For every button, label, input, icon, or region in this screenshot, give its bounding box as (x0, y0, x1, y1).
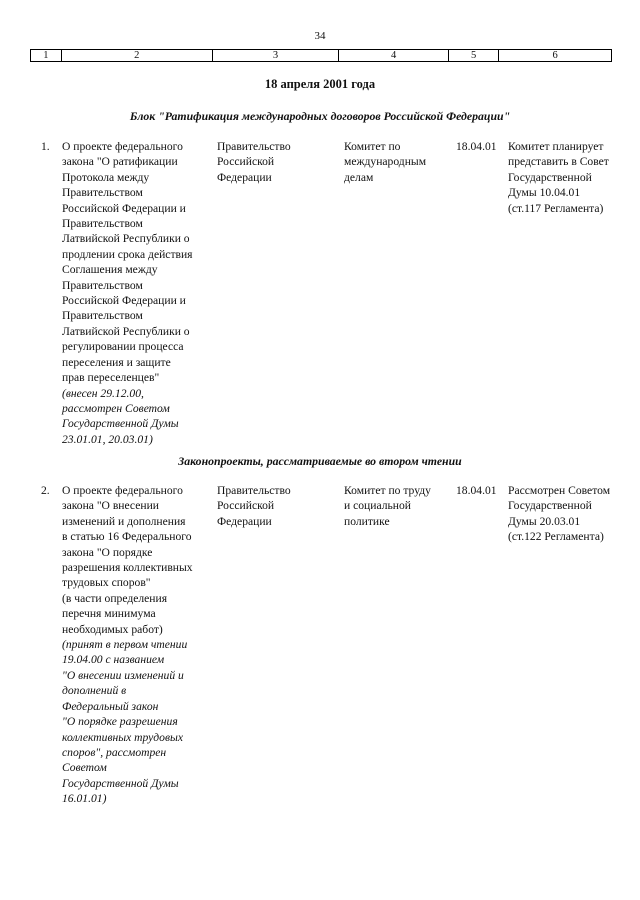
header-col-1: 1 (31, 50, 62, 62)
text-line: закона "О внесении (62, 499, 159, 513)
text-line: "О порядке разрешения (62, 715, 178, 729)
text-line: О проекте федерального (62, 140, 183, 153)
text-line: Правительство (217, 140, 291, 153)
text-line: в статью 16 Федерального (62, 530, 192, 544)
text-line: Думы 20.03.01 (508, 514, 581, 528)
text-line: Комитет по труду (344, 484, 431, 497)
text-line: Правительством (62, 278, 143, 292)
item-title-text (62, 483, 212, 637)
text-line: необходимых работ) (62, 622, 163, 636)
text-line: переселения и защите (62, 355, 171, 369)
text-line: (в части определения (62, 591, 168, 605)
item-note (508, 483, 628, 545)
text-line: коллективных трудовых (62, 730, 183, 744)
text-line: (ст.122 Регламента) (508, 530, 604, 544)
text-line: разрешения коллективных (62, 561, 193, 575)
text-line: Комитет по (344, 140, 401, 153)
text-line: Федерации (217, 514, 272, 528)
text-line: Российской Федерации и (62, 201, 186, 215)
text-line: 23.01.01, 20.03.01) (62, 432, 153, 446)
text-line: Российской (217, 499, 275, 513)
text-line: трудовых споров" (62, 576, 151, 590)
text-line: закона "О ратификации (62, 155, 178, 169)
text-line: Думы 10.04.01 (508, 186, 581, 200)
text-line: Советом (62, 761, 107, 775)
text-line: (принят в первом чтении (62, 638, 188, 652)
item-date: 18.04.01 (456, 140, 497, 153)
item-author (217, 483, 337, 529)
item-date: 18.04.01 (456, 484, 497, 497)
text-line: Латвийской Республики о (62, 232, 190, 246)
header-col-4: 4 (339, 50, 449, 62)
text-line: Российской (217, 155, 275, 169)
item-committee (344, 483, 452, 529)
header-col-6: 6 (499, 50, 612, 62)
text-line: Комитет планирует (508, 140, 604, 153)
page-number: 34 (314, 30, 326, 42)
text-line: и социальной (344, 499, 411, 513)
text-line: (внесен 29.12.00, (62, 386, 144, 400)
header-col-3: 3 (212, 50, 338, 62)
text-line: Правительством (62, 217, 143, 231)
text-line: 16.01.01) (62, 792, 107, 806)
text-line: (ст.117 Регламента) (508, 201, 604, 215)
text-line: перечня минимума (62, 607, 156, 621)
item-title-note (62, 637, 212, 806)
text-line: делам (344, 170, 374, 184)
header-col-2: 2 (61, 50, 212, 62)
section-title-second-reading: Законопроекты, рассматриваемые во втором чтении (178, 454, 462, 468)
text-line: О проекте федерального (62, 484, 183, 497)
section-title-ratification: Блок "Ратификация международных договоров Российской Федерации" (129, 109, 511, 123)
text-line: Рассмотрен Советом (508, 484, 611, 497)
text-line: Государственной Думы (62, 417, 179, 431)
item-author (217, 139, 337, 185)
item-note (508, 139, 628, 216)
text-line: представить в Совет (508, 155, 609, 169)
text-line: Государственной (508, 499, 592, 513)
item-number: 2. (41, 484, 50, 497)
text-line: рассмотрен Советом (62, 401, 170, 415)
text-line: "О внесении изменений и (62, 668, 184, 682)
item-title (62, 483, 212, 807)
text-line: регулировании процесса (62, 340, 184, 354)
text-line: закона "О порядке (62, 545, 153, 559)
text-line: Латвийской Республики о (62, 324, 190, 338)
text-line: Федерации (217, 170, 272, 184)
text-line: продлении срока действия (62, 247, 193, 261)
item-committee (344, 139, 452, 185)
text-line: Государственной (508, 170, 592, 184)
text-line: политике (344, 514, 390, 528)
text-line: изменений и дополнения (62, 514, 186, 528)
text-line: Правительством (62, 186, 143, 200)
item-title (62, 139, 212, 447)
text-line: прав переселенцев" (62, 371, 160, 385)
text-line: Протокола между (62, 170, 150, 184)
text-line: дополнений в (62, 684, 127, 698)
date-heading: 18 апреля 2001 года (264, 77, 376, 91)
text-line: споров", рассмотрен (62, 745, 167, 759)
item-title-note (62, 386, 212, 448)
text-line: Соглашения между (62, 263, 158, 277)
text-line: Государственной Думы (62, 776, 179, 790)
column-header-table (30, 49, 612, 62)
text-line: Российской Федерации и (62, 294, 186, 308)
header-col-5: 5 (448, 50, 498, 62)
text-line: международным (344, 155, 427, 169)
text-line: Правительством (62, 309, 143, 323)
text-line: 19.04.00 с названием (62, 653, 165, 667)
item-title-text (62, 139, 212, 386)
text-line: Федеральный закон (62, 699, 159, 713)
text-line: Правительство (217, 484, 291, 497)
item-number: 1. (41, 140, 50, 153)
